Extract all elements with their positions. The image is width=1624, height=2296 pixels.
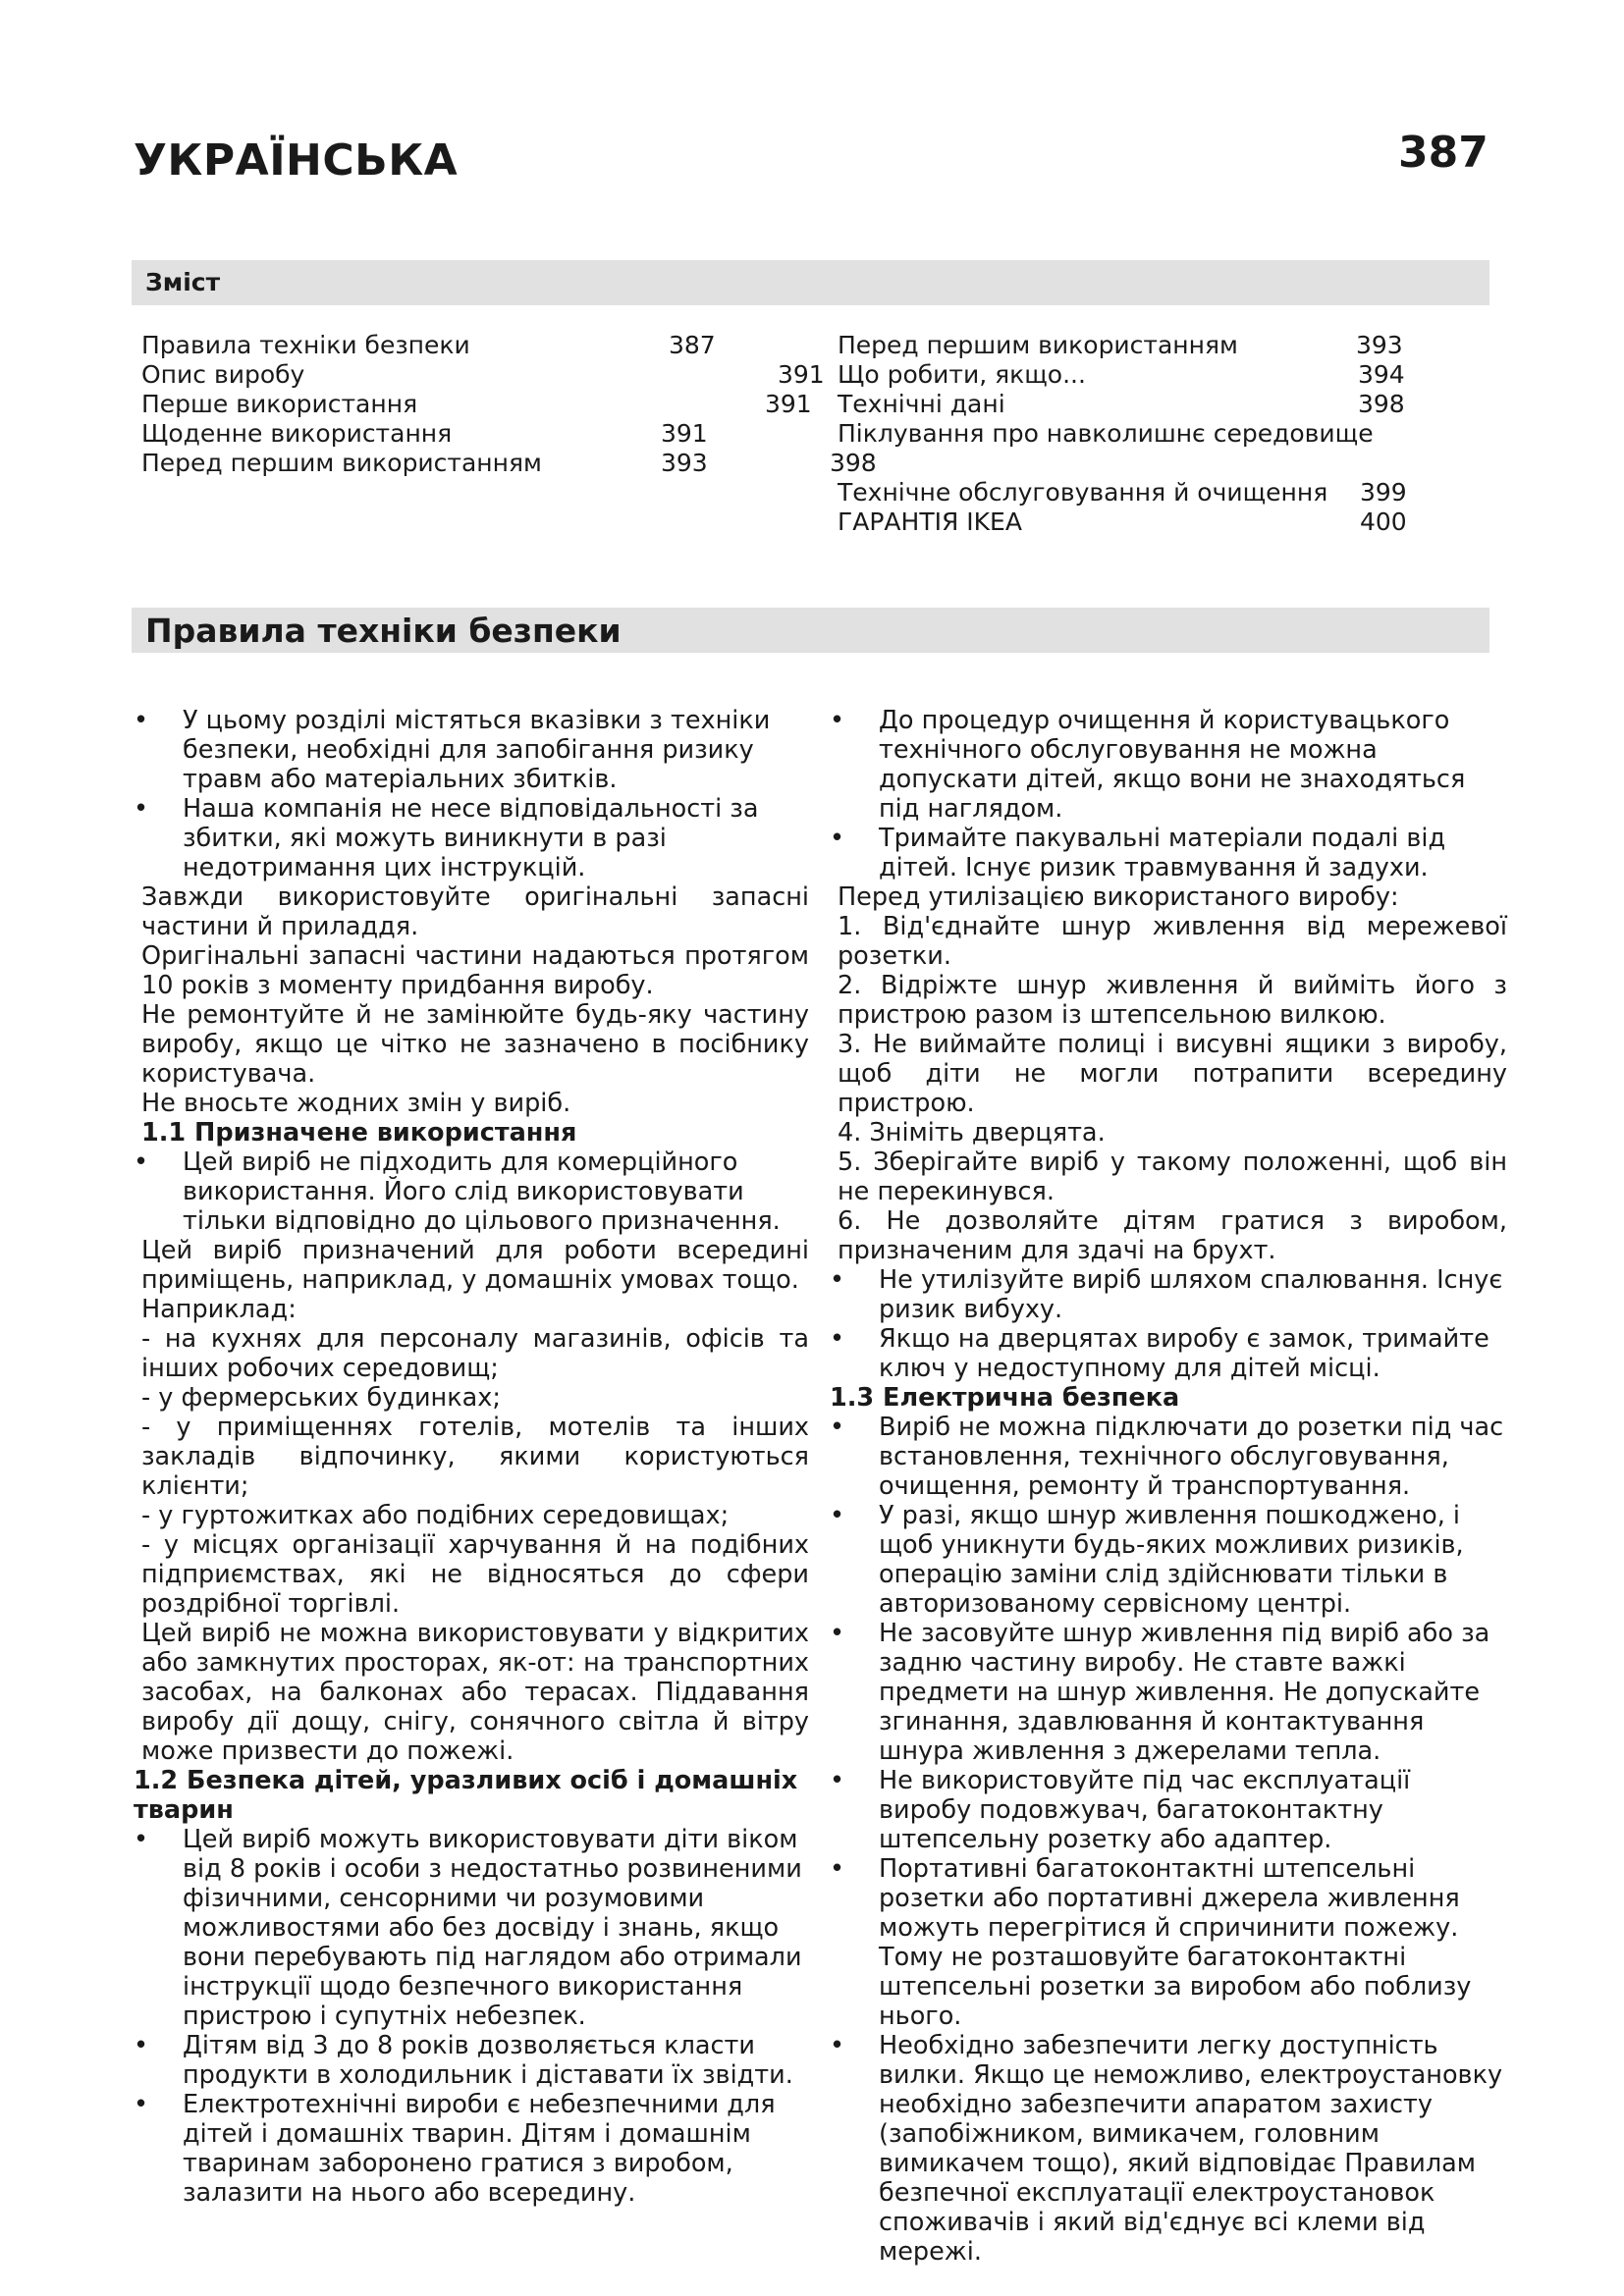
paragraph: Наприклад: bbox=[141, 1295, 297, 1324]
toc-entry[interactable]: Перед першим використанням 393 bbox=[838, 331, 1403, 359]
list-item: - у фермерських будинках; bbox=[141, 1383, 501, 1413]
list-item: - у місцях організації харчування й на подібних підприємствах, які не відносяться до сфери роздрібної торгівлі. bbox=[141, 1530, 809, 1619]
subsection-heading: 1.2 Безпека дітей, уразливих осіб і домашніх тварин bbox=[134, 1766, 798, 1825]
bullet-item: • Не використовуйте під час експлуатації виробу подовжувач, багатоконтактну штепсельну розетку або адаптер. bbox=[830, 1766, 1411, 1854]
toc-entry[interactable]: Правила техніки безпеки 387 bbox=[141, 331, 716, 359]
paragraph: Цей виріб призначений для роботи всередині приміщень, наприклад, у домашніх умовах тощо. bbox=[141, 1236, 809, 1295]
bullet-item: • До процедур очищення й користувацького технічного обслуговування не можна допускати дітей, якщо вони не знаходяться під наглядом. bbox=[830, 706, 1466, 824]
bullet-item: • Не засовуйте шнур живлення під виріб або за задню частину виробу. Не ставте важкі предмети на шнур живлення. Не допускайте згинання, здавлювання й контактування шнура живлення з джерелами тепла. bbox=[830, 1619, 1490, 1766]
bullet-item: • Тримайте пакувальні матеріали подалі від дітей. Існує ризик травмування й задухи. bbox=[830, 824, 1446, 882]
safety-section-header bbox=[132, 608, 1489, 653]
section-title: Правила техніки безпеки bbox=[145, 612, 622, 650]
paragraph: Завжди використовуйте оригінальні запасні частини й приладдя. bbox=[141, 882, 809, 941]
list-item: - на кухнях для персоналу магазинів, офісів та інших робочих середовищ; bbox=[141, 1324, 809, 1383]
step-item: 6. Не дозволяйте дітям гратися з виробом, призначеним для здачі на брухт. bbox=[838, 1206, 1507, 1265]
toc-header bbox=[132, 260, 1489, 305]
toc-entry[interactable]: Перше використання 391 bbox=[141, 390, 812, 418]
paragraph: Оригінальні запасні частини надаються протягом 10 років з моменту придбання виробу. bbox=[141, 941, 809, 1000]
step-item: 4. Зніміть дверцята. bbox=[838, 1118, 1106, 1148]
toc-entry[interactable]: Що робити, якщо... 394 bbox=[838, 360, 1405, 389]
toc-entry[interactable]: Технічне обслуговування й очищення 399 bbox=[838, 478, 1407, 507]
bullet-item: • Необхідно забезпечити легку доступність вилки. Якщо це неможливо, електроустановку необхідно забезпечити апаратом захисту (запобіжником, вимикачем, головним вимикачем тощо), який відповідає Правилам безпечної експлуатації електроустановок споживачів і який від'єднує всі клеми від мережі. bbox=[830, 2031, 1503, 2267]
bullet-item: • Дітям від 3 до 8 років дозволяється класти продукти в холодильник і діставати їх звідти. bbox=[134, 2031, 793, 2090]
bullet-item: • Портативні багатоконтактні штепсельні розетки або портативні джерела живлення можуть перегрітися й спричинити пожежу. Тому не розташовуйте багатоконтактні штепсельні розетки за виробом або поблизу нього. bbox=[830, 1854, 1472, 2031]
step-item: 3. Не виймайте полиці і висувні ящики з виробу, щоб діти не могли потрапити всередину пристрою. bbox=[838, 1030, 1507, 1118]
paragraph: Не вносьте жодних змін у виріб. bbox=[141, 1089, 571, 1118]
toc-title: Зміст bbox=[145, 268, 221, 296]
list-item: - у гуртожитках або подібних середовищах; bbox=[141, 1501, 730, 1530]
step-item: 2. Відріжте шнур живлення й вийміть його з пристрою разом із штепсельною вилкою. bbox=[838, 971, 1507, 1030]
step-item: 1. Від'єднайте шнур живлення від мережевої розетки. bbox=[838, 912, 1507, 971]
paragraph: Перед утилізацією використаного виробу: bbox=[838, 882, 1399, 912]
left-column bbox=[134, 706, 809, 2208]
list-item: - у приміщеннях готелів, мотелів та інших закладів відпочинку, якими користуються клієнти; bbox=[141, 1413, 809, 1501]
subsection-heading: 1.1 Призначене використання bbox=[141, 1118, 577, 1148]
toc-entry[interactable]: Опис виробу 391 bbox=[141, 360, 825, 389]
right-column bbox=[830, 706, 1507, 2267]
subsection-heading: 1.3 Електрична безпека bbox=[830, 1383, 1180, 1413]
toc-entry[interactable]: Перед першим використанням 393 bbox=[141, 449, 708, 477]
toc-entry[interactable]: Піклування про навколишнє середовище 398 bbox=[830, 419, 1374, 477]
bullet-item: • Виріб не можна підключати до розетки під час встановлення, технічного обслуговування, очищення, ремонту й транспортування. bbox=[830, 1413, 1504, 1501]
bullet-item: • Якщо на дверцятах виробу є замок, тримайте ключ у недоступному для дітей місці. bbox=[830, 1324, 1489, 1383]
bullet-item: • У цьому розділі містяться вказівки з техніки безпеки, необхідні для запобігання ризику травм або матеріальних збитків. bbox=[134, 706, 771, 794]
bullet-item: • Цей виріб можуть використовувати діти віком від 8 років і особи з недостатньо розвиненими фізичними, сенсорними чи розумовими можливостями або без досвіду і знань, якщо вони перебувають під наглядом або отримали інструкції щодо безпечного використання пристрою і супутніх небезпек. bbox=[134, 1825, 802, 2031]
toc-entry[interactable]: Щоденне використання 391 bbox=[141, 419, 708, 448]
toc-right-column bbox=[830, 331, 1427, 537]
bullet-item: • Електротехнічні вироби є небезпечними для дітей і домашніх тварин. Дітям і домашнім тваринам заборонено гратися з виробом, залазити на нього або всередину. bbox=[134, 2090, 776, 2208]
bullet-item: • У разі, якщо шнур живлення пошкоджено, і щоб уникнути будь-яких можливих ризиків, операцію заміни слід здійснювати тільки в авторизованому сервісному центрі. bbox=[830, 1501, 1464, 1619]
paragraph: Не ремонтуйте й не замінюйте будь-яку частину виробу, якщо це чітко не зазначено в посібнику користувача. bbox=[141, 1000, 809, 1089]
toc-left-column bbox=[141, 331, 825, 478]
bullet-item: • Цей виріб не підходить для комерційного використання. Його слід використовувати тільки відповідно до цільового призначення. bbox=[134, 1148, 781, 1236]
page-number: 387 bbox=[1398, 128, 1489, 178]
toc-entry[interactable]: Технічні дані 398 bbox=[838, 390, 1405, 418]
paragraph: Цей виріб не можна використовувати у відкритих або замкнутих просторах, як-от: на транспортних засобах, на балконах або терасах. Піддавання виробу дії дощу, снігу, сонячного світла й вітру може призвести до пожежі. bbox=[141, 1619, 809, 1766]
toc-entry[interactable]: ГАРАНТІЯ IKEA 400 bbox=[838, 507, 1407, 536]
language-title: УКРАЇНСЬКА bbox=[134, 135, 459, 186]
bullet-item: • Наша компанія не несе відповідальності за збитки, які можуть виникнути в разі недотримання цих інструкцій. bbox=[134, 794, 759, 882]
bullet-item: • Не утилізуйте виріб шляхом спалювання. Існує ризик вибуху. bbox=[830, 1265, 1503, 1324]
step-item: 5. Зберігайте виріб у такому положенні, щоб він не перекинувся. bbox=[838, 1148, 1507, 1206]
